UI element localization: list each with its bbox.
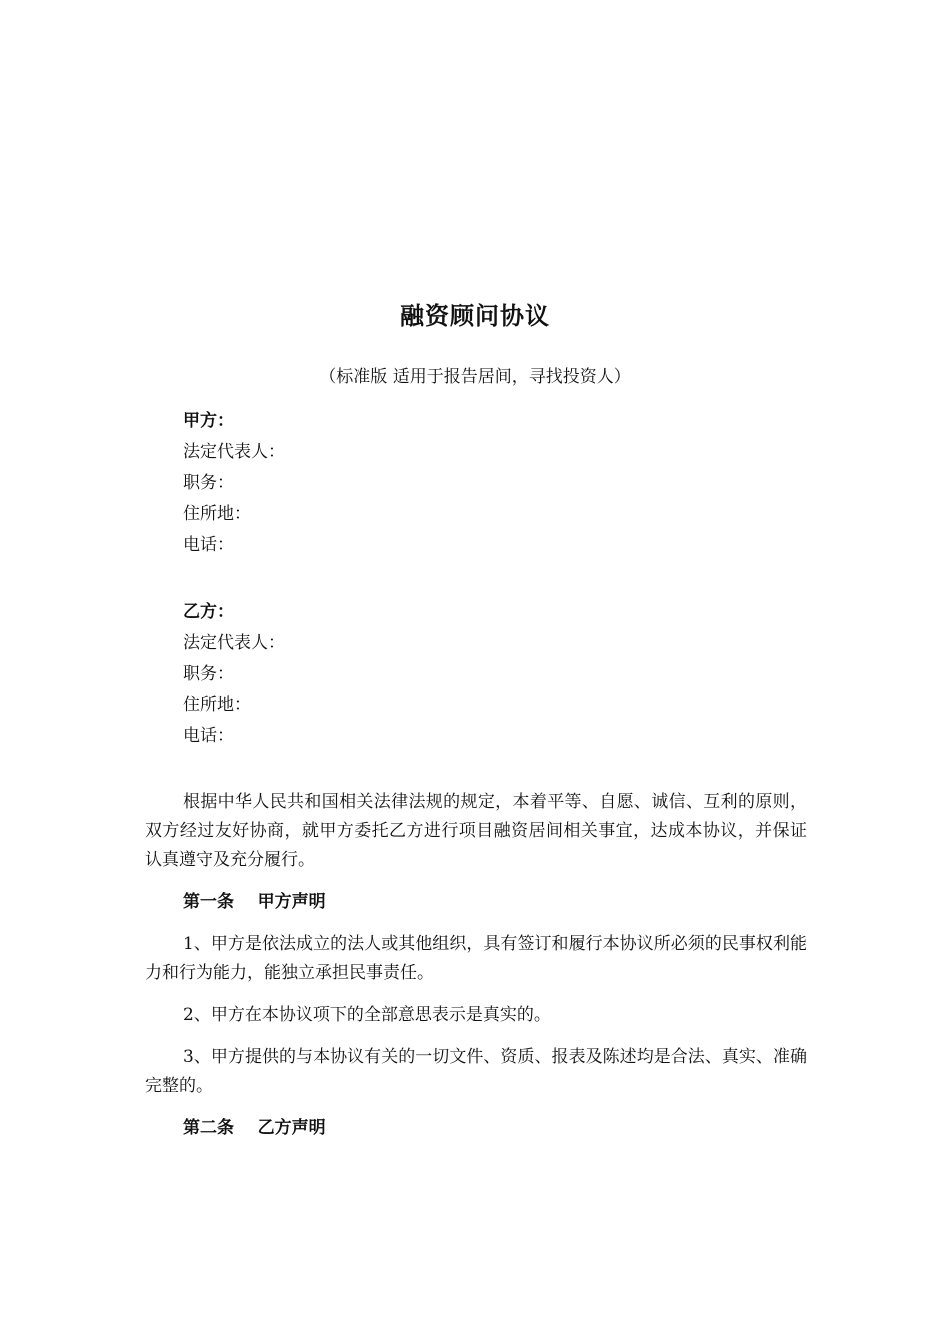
party-b-address: 住所地： <box>183 695 251 715</box>
article-1-heading: 第一条 甲方声明 <box>183 892 326 912</box>
party-a-name: 甲方： <box>183 411 234 431</box>
agreement-body <box>145 788 807 1143</box>
party-a-position: 职务： <box>183 473 234 493</box>
party-a-legal-rep: 法定代表人： <box>183 442 285 462</box>
article-1-item-1: 1、甲方是依法成立的法人或其他组织，具有签订和履行本协议所必须的民事权利能力和行为能力，能独立承担民事责任。 <box>145 934 807 983</box>
party-b-phone: 电话： <box>183 726 234 746</box>
party-a-block <box>183 406 783 561</box>
party-b-legal-rep: 法定代表人： <box>183 633 285 653</box>
party-a-address: 住所地： <box>183 504 251 524</box>
article-1-item-2: 2、甲方在本协议项下的全部意思表示是真实的。 <box>183 1005 551 1025</box>
party-b-position: 职务： <box>183 664 234 684</box>
article-1-item-3: 3、甲方提供的与本协议有关的一切文件、资质、报表及陈述均是合法、真实、准确完整的。 <box>145 1047 807 1096</box>
article-2-heading: 第二条 乙方声明 <box>183 1118 326 1138</box>
party-b-name: 乙方： <box>183 602 234 622</box>
document-title: 融资顾问协议 <box>400 302 550 330</box>
party-b-block <box>183 597 783 752</box>
document-subtitle: （标准版 适用于报告居间，寻找投资人） <box>319 367 631 387</box>
party-a-phone: 电话： <box>183 535 234 555</box>
preamble-paragraph: 根据中华人民共和国相关法律法规的规定，本着平等、自愿、诚信、互利的原则，双方经过友好协商，就甲方委托乙方进行项目融资居间相关事宜，达成本协议，并保证认真遵守及充分履行。 <box>145 792 807 870</box>
